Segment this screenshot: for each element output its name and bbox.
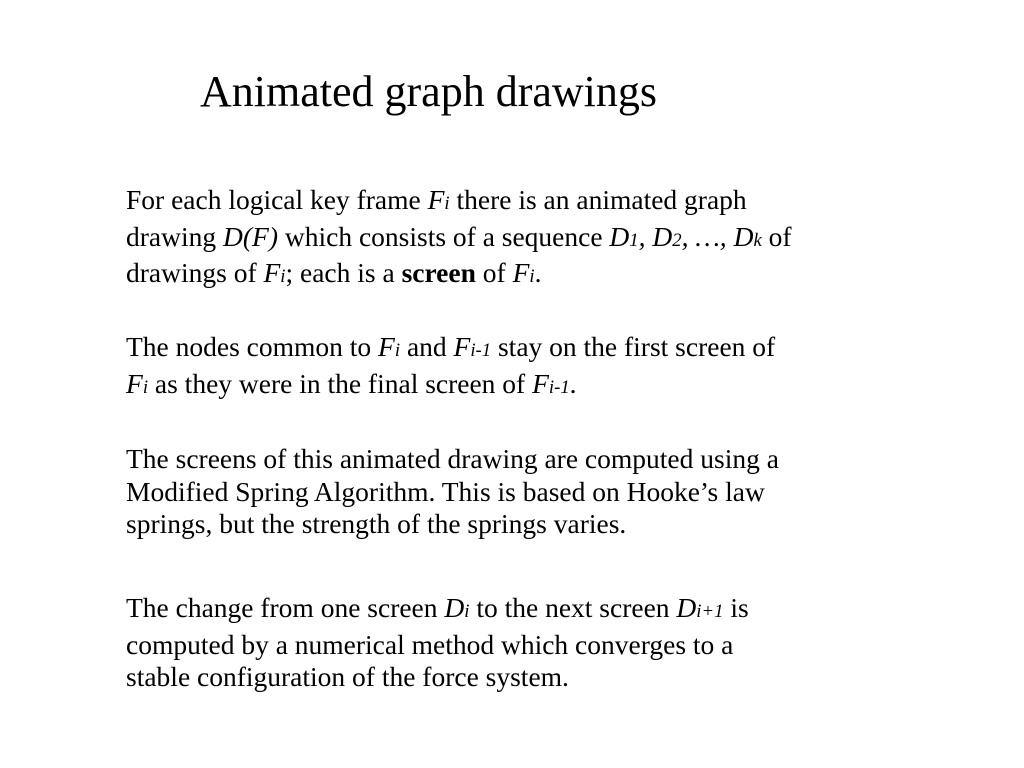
math-subscript: i+1 — [696, 601, 724, 622]
text-line — [126, 331, 976, 368]
text-run: as they were in the final screen of — [148, 367, 533, 399]
math-variable: D — [733, 220, 754, 252]
math-subscript: i — [444, 193, 450, 214]
text-line: computed by a numerical method which converges to a — [126, 628, 734, 660]
text-line — [126, 592, 976, 629]
text-run: is — [723, 592, 749, 623]
text-run: For each logical key frame — [126, 184, 428, 215]
text-line — [126, 257, 976, 294]
math-variable: F — [126, 367, 143, 399]
math-variable: D — [444, 592, 465, 623]
text-line: springs, but the strength of the springs varies. — [126, 508, 627, 539]
text-run: and — [400, 331, 454, 362]
text-run: . — [534, 257, 542, 288]
text-run: The nodes common to — [126, 331, 379, 362]
text-line: Modified Spring Algorithm. This is based on Hooke’s law — [126, 475, 765, 507]
text-run: drawings of — [126, 257, 264, 288]
paragraph-key-frame — [126, 184, 976, 288]
text-run: which consists of a sequence — [277, 220, 610, 252]
text-line — [126, 368, 976, 405]
text-run: of — [475, 257, 513, 288]
text-run: of — [761, 220, 792, 252]
math-subscript: 2 — [672, 229, 682, 251]
text-run: to the next screen — [469, 592, 677, 623]
math-subscript: i-1 — [470, 340, 492, 361]
text-line: The screens of this animated drawing are computed using a — [126, 443, 779, 474]
math-subscript: i — [464, 601, 470, 622]
paragraph-spring-algorithm — [126, 443, 976, 540]
math-separator: , …, — [681, 220, 734, 252]
text-line: stable configuration of the force system. — [126, 661, 569, 692]
math-variable: D(F) — [223, 220, 278, 252]
math-subscript: i — [280, 266, 286, 287]
math-variable: F — [378, 331, 395, 362]
math-variable: D — [652, 220, 673, 252]
text-run: . — [569, 367, 577, 399]
math-variable: F — [263, 257, 281, 288]
text-run: there is an animated graph — [449, 184, 747, 215]
math-subscript: i — [394, 340, 401, 361]
bold-term: screen — [401, 257, 476, 288]
math-variable: F — [453, 331, 471, 362]
text-run: stay on the first screen of — [491, 331, 776, 362]
text-run: drawing — [126, 220, 223, 252]
math-subscript: k — [753, 229, 762, 251]
math-subscript: i-1 — [548, 376, 570, 398]
text-line — [126, 221, 976, 258]
slide-body — [126, 184, 976, 692]
math-subscript: i — [529, 266, 535, 287]
math-subscript: i — [142, 376, 149, 398]
slide-title: Animated graph drawings — [200, 67, 657, 116]
math-subscript: 1 — [629, 229, 639, 251]
math-separator: , — [638, 220, 653, 252]
text-run: ; each is a — [285, 257, 402, 288]
text-line — [126, 184, 976, 221]
math-variable: F — [512, 257, 530, 288]
paragraph-screen-change — [126, 592, 976, 692]
text-run: The change from one screen — [126, 592, 445, 623]
math-variable: F — [427, 184, 445, 215]
math-variable: D — [609, 220, 630, 252]
paragraph-common-nodes — [126, 331, 976, 399]
math-variable: F — [532, 367, 549, 399]
math-variable: D — [676, 592, 697, 623]
